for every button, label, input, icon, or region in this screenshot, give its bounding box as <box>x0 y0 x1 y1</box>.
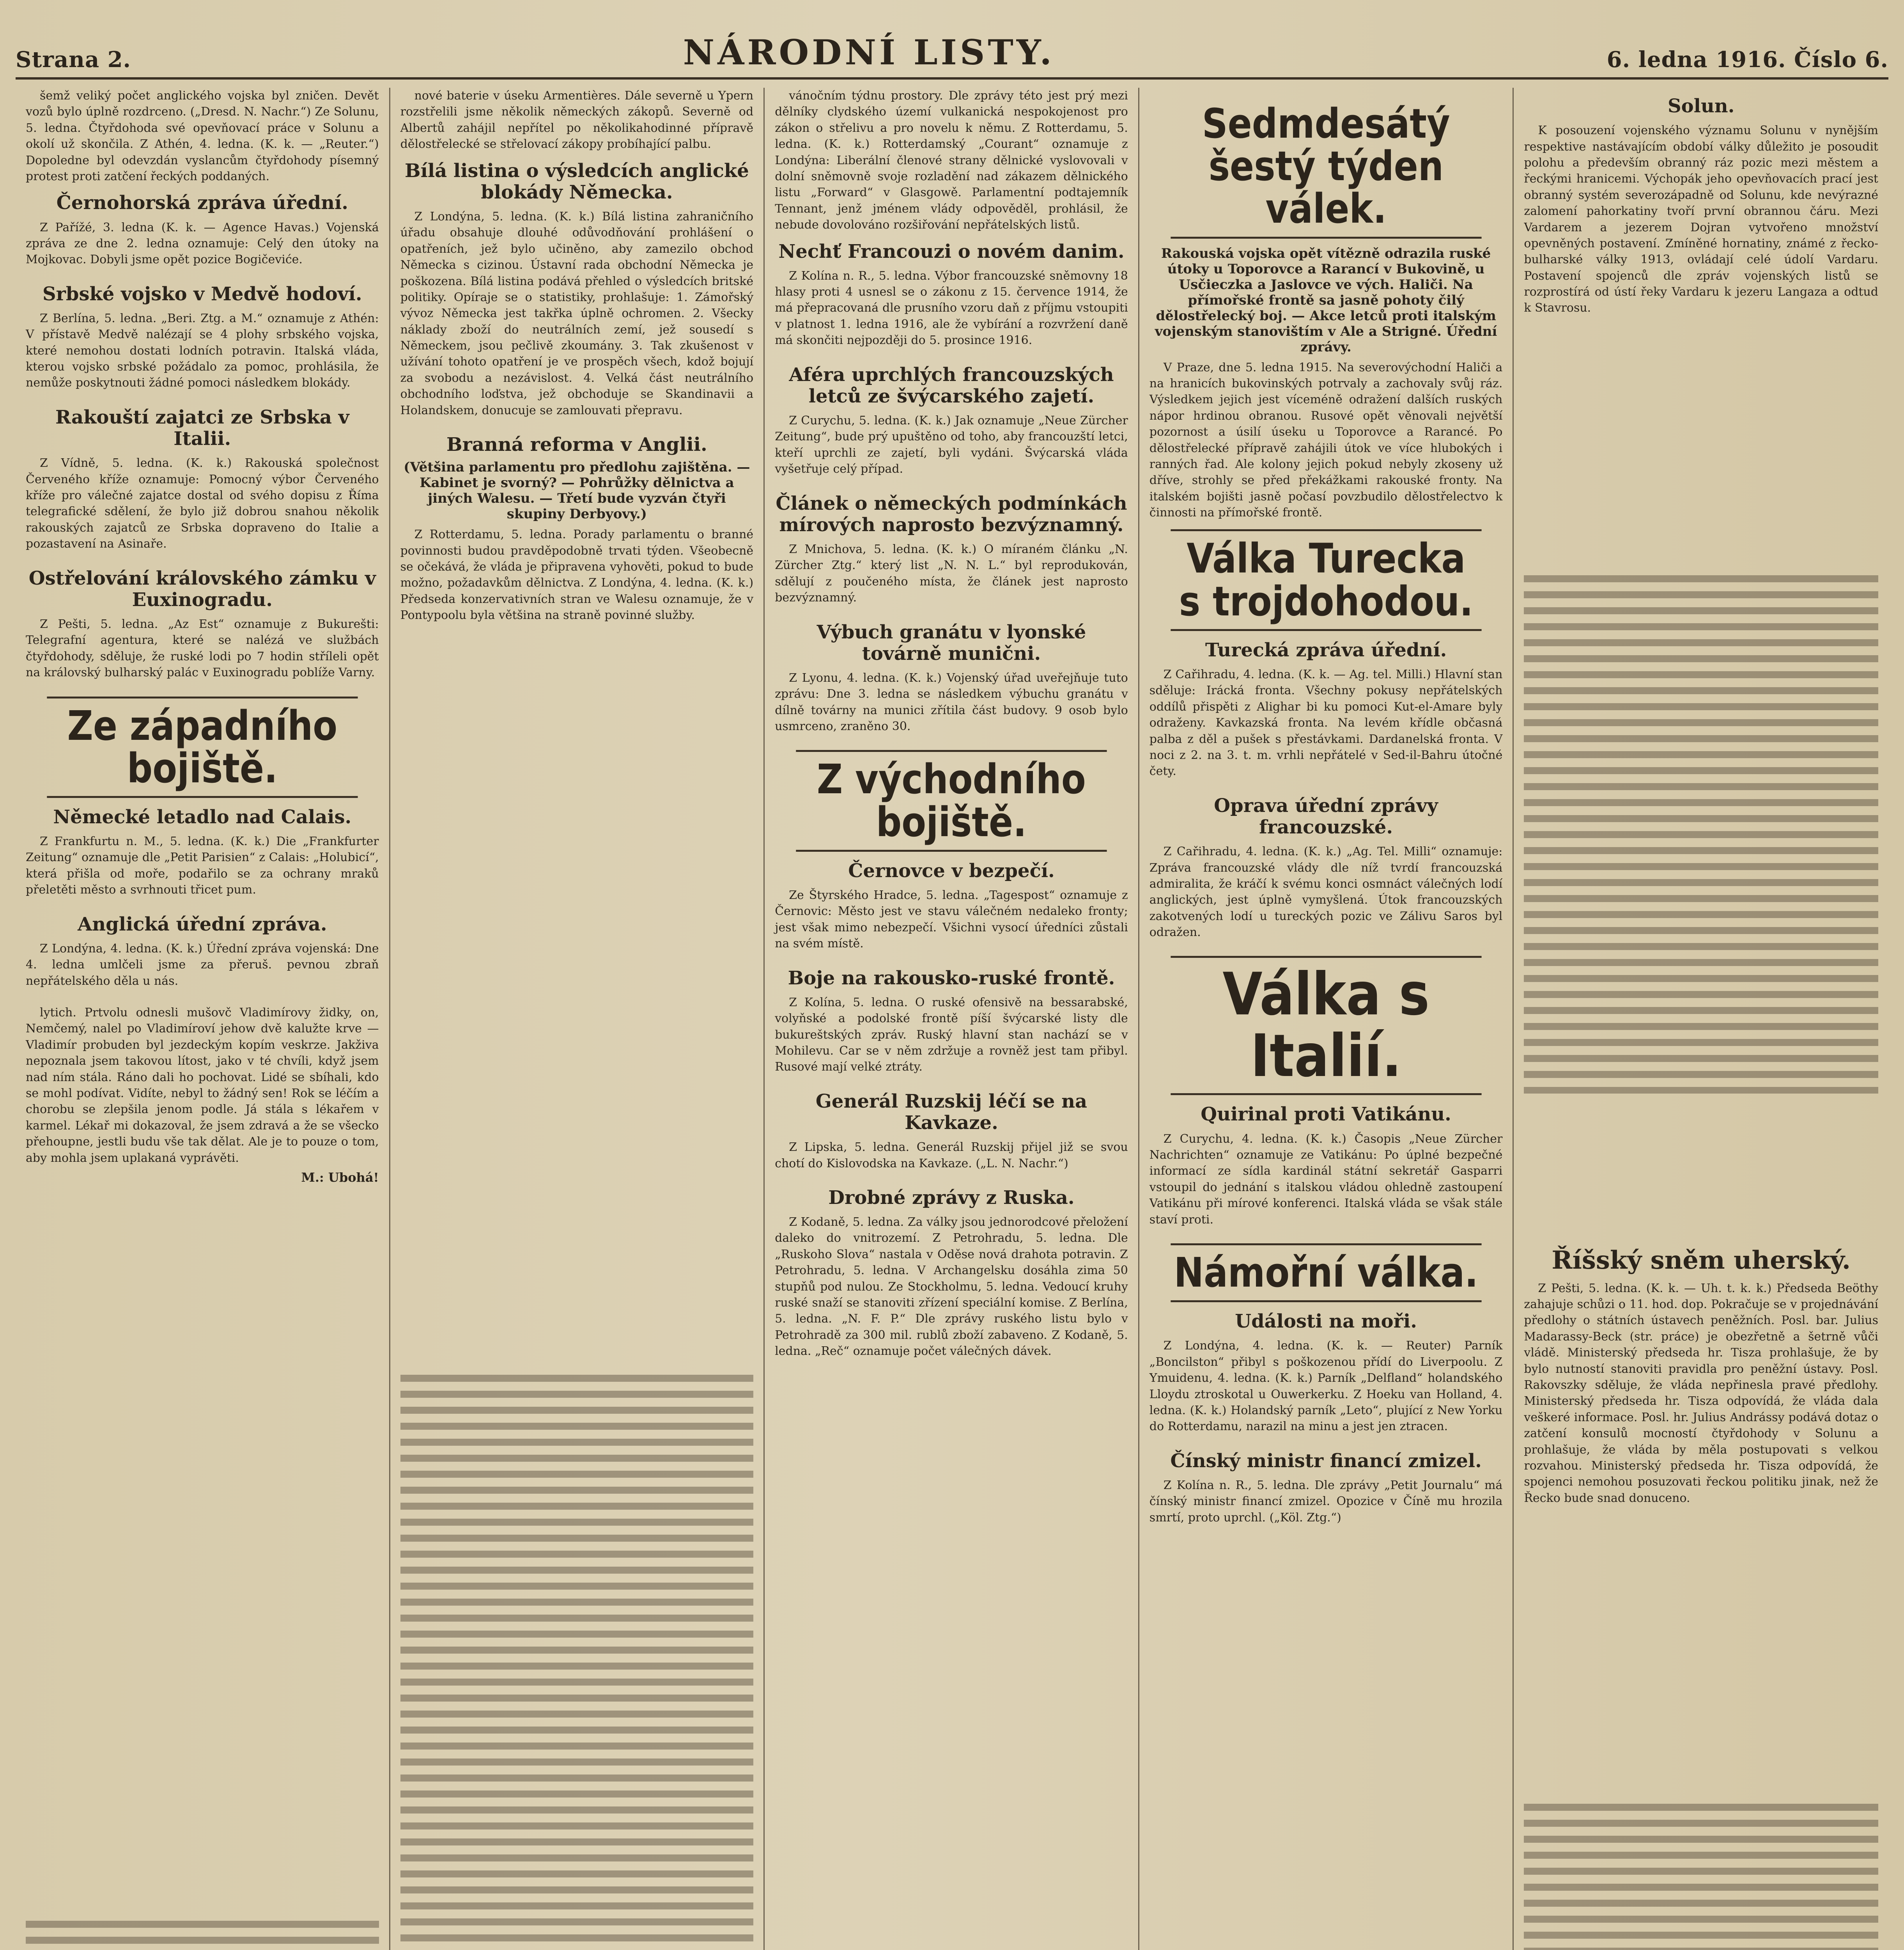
article-title: Drobné zprávy z Ruska. <box>828 1186 1075 1209</box>
column-5 <box>1514 88 1888 1950</box>
article-text: Z Cařihradu, 4. ledna. (K. k.) „Ag. Tel. Milli“ oznamuje: Zpráva francouzské vlády dle níž tvrdí francouzská admiralita, že kráčí k svému konci osmnáct válečných lodí anglických, jest úplně vymyšlená. Útok francouzských zakotvených lodí u tureckých pozic ve Zálivu Saros byl odražen. <box>1149 845 1503 940</box>
article-title: Německé letadlo nad Calais. <box>53 806 352 828</box>
article-text: Z Kodaně, 5. ledna. Za války jsou jednorodcové přeložení daleko do vnitrozemí. Z Petrohradu, 5. ledna. Dle „Ruskoho Slova“ nastala v Oděse nová drahota potravin. Z Petrohradu, 5. ledna. V Archangelsku dosáhla zima 50 stupňů pod nulou. Ze Stockholmu, 5. ledna. Vedoucí kruhy ruské snaží se stanoviti zřízení speciální komise. Z Berlína, 5. ledna. „N. F. P.“ Dle zprávy ruského listu bylo v Petrohradě za 300 mil. rublů zboží zabaveno. Z Kodaně, 5. ledna. „Reč“ oznamuje počet válečných dávek. <box>775 1215 1128 1358</box>
article-title: Říšský sněm uherský. <box>1552 1246 1851 1275</box>
article <box>1149 1311 1503 1435</box>
article-text: Z Pešti, 5. ledna. „Az Est“ oznamuje z Bukurešti: Telegrafní agentura, které se nalézá ve službách čtyřdohody, sděluje, že ruské lodi po 7 hodin stříleli opět na královský bulharský palác v Euxinogradu poblíže Varny. <box>26 617 379 680</box>
article <box>775 1091 1128 1172</box>
article-text: Z Curychu, 5. ledna. (K. k.) Jak oznamuje „Neue Zürcher Zeitung“, bude prý upuštěno od toho, aby francouzští letci, kteří uprchli ze zajetí, byli vydáni. Švýcarská vláda vyšetřuje celý případ. <box>775 414 1128 476</box>
article-subtitle: (Většina parlamentu pro předlohu zajištěna. — Kabinet je svorný? — Pohrůžky dělnictva a jiných Walesu. — Třetí bude vyzván čtyři skupiny Derbyovy.) <box>404 459 750 522</box>
section-banner: Z východního bojiště. <box>796 750 1107 851</box>
section-banner: Válka s Italií. <box>1171 956 1481 1095</box>
article-text: Z Frankfurtu n. M., 5. ledna. (K. k.) Die „Frankfurter Zeitung“ oznamuje dle „Petit Parisien“ z Calais: „Holubicí“, která přišla od moře, podařilo se za ochrany mraků přeletěti město a svrhnouti třicet pum. <box>26 835 379 897</box>
article-text: Z Mnichova, 5. ledna. (K. k.) O míraném článku „N. Zürcher Ztg.“ který list „N. N. L.“ byl reprodukován, sdělují z poučeného místa, že článek jest naprosto bezvýznamný. <box>775 542 1128 605</box>
article-text: Z Pařížé, 3. ledna (K. k. — Agence Havas.) Vojenská zpráva ze dne 2. ledna oznamuje: Celý den útoky na Mojkovac. Dobyli jsme opět pozice Bogičeviće. <box>26 220 379 267</box>
article <box>775 493 1128 606</box>
section-banner: Ze západního bojiště. <box>47 697 358 798</box>
article <box>1524 96 1878 316</box>
article-title: Rakouští zajatci ze Srbska v Italii. <box>55 406 349 450</box>
article <box>775 968 1128 1075</box>
text-lines <box>1524 575 1878 1094</box>
article-text: V Praze, dne 5. ledna 1915. Na severovýchodní Haliči a na hranicích bukovinských potrvaly a zachovaly svůj ráz. Výsledkem jejich jest víceméně odražení dalších ruských nápor hrdinou obranou. Rusové opět věnovali největší pozornost a úsilí úseku u Toporovce a Rarancé. Po dělostřelecké přípravě zahájili útok ve více hlubokých i ranných řad. Ale kolony jejich pokud nebyly zkoseny už dříve, strohly se před překážkami rakouské fronty. Na italském bojišti jasně počasí povzbudilo dělostřelectvo k činnosti na přímořské frontě. <box>1149 360 1503 520</box>
article-title: Černohorská zpráva úřední. <box>56 192 348 214</box>
article-title: Oprava úřední zprávy francouzské. <box>1214 794 1438 838</box>
article <box>26 284 379 391</box>
column-4 <box>1139 88 1514 1950</box>
article-text: Z Kolína, 5. ledna. O ruské ofensivě na bessarabské, volyňské a podolské frontě píší švýcarské listy dle bukureštských zpráv. Ruský hlavní stan nachází se v Mohilevu. Car se v něm zdržuje a rovněž jest tam přibyl. Rusové mají velké ztráty. <box>775 995 1128 1074</box>
article <box>775 364 1128 477</box>
article-subtitle: Rakouská vojska opět vítězně odrazila ruské útoky u Toporovce a Rarancí v Bukovině, u Usčieczka a Jaslovce ve vých. Haliči. Na přímořské frontě sa jasně pohoty čilý dělostřelecký boj. — Akce letců proti italským vojenským stanovištím v Ale a Strigné. Úřední zprávy. <box>1155 245 1497 355</box>
text-lines <box>26 1921 379 1950</box>
article-text: Z Lipska, 5. ledna. Generál Ruzskij přijel již se svou chotí do Kislovodska na Kavkaze. („L. N. Nachr.“) <box>775 1140 1128 1170</box>
article-text: Z Berlína, 5. ledna. „Beri. Ztg. a M.“ oznamuje z Athén: V přístavě Medvě nalézají se 4 plohy srbského vojska, které nemohou dostati lodních potravin. Italská vláda, kterou vojsko srbské požádalo za pomoc, prohlásila, že nemůže poskytnouti žádné pomoci následkem blokády. <box>26 311 379 390</box>
article-title: Quirinal proti Vatikánu. <box>1201 1103 1451 1126</box>
article <box>26 807 379 898</box>
section-banner: Sedmdesátý šestý týden válek. <box>1171 96 1481 239</box>
feuilleton-text: lytich. Prtvolu odnesli mušovč Vladimírovy židky, on, Nemčemý, nalel po Vladimíroví jehow dvě kalužte krve — Vladimír probuden byl jezdeckým kopím veskrze. Jakživa nepoznala jsem takovou lítost, jako v té chvíli, když jsem nad ním stála. Ráno dali ho pochovat. Lidé se sbíhali, kdo se mohl podívat. Vidíte, nebyl to žádný sen! Rok se léčím a chorobu se zlepšila jenom podle. Já stála s lékařem v karmel. Lékař mi dokazoval, že jsem zdravá a že se všecko přehoupne, jestli budu vše tak dělat. Ale je to pouze o tom, aby mohla jsem uplakaná vyprávěti. <box>26 1005 379 1165</box>
article-title: Srbské vojsko v Medvě hodoví. <box>42 283 362 305</box>
article <box>775 860 1128 952</box>
article-title: Události na moři. <box>1235 1310 1417 1333</box>
article-text: vánočním týdnu prostory. Dle zprávy této jest prý mezi dělníky clydského území vulkanická nespokojenost pro zákon o střelivu a pro novelu k němu. Z Rotterdamu, 5. ledna. (K. k.) Rotterdamský „Courant“ oznamuje z Londýna: Liberální členové strany dělnické vyslovovali v dolní sněmovně svoje rozladění nad zákazem dělnického listu „Forward“ v Glasgowě. Parlamentní podtajemník Tennant, jenž jménem vlády odpověděl, prohlásil, že nebude dovolováno rozšiřování nepřátelských listů. <box>775 89 1128 232</box>
article <box>400 160 754 418</box>
article <box>775 1187 1128 1360</box>
article <box>1149 1104 1503 1228</box>
article-text: Z Londýna, 4. ledna. (K. k. — Reuter) Parník „Boncilston“ přibyl s poškozenou přídí do Liverpoolu. Z Ymuidenu, 4. ledna. (K. k.) Parník „Delfland“ holandského Lloydu ztroskotal u Ouwerkerku. Z Hoeku van Holland, 4. ledna. (K. k.) Holandský parník „Leto“, plující z New Yorku do Rotterdamu, narazil na minu a jest jen ztracen. <box>1149 1339 1503 1434</box>
columns <box>16 88 1888 1950</box>
article <box>26 407 379 552</box>
text-lines <box>400 1375 754 1950</box>
article <box>775 241 1128 349</box>
article-text: Z Kolína n. R., 5. ledna. Výbor francouzské sněmovny 18 hlasy proti 4 usnesl se o zákonu z 15. července 1914, že má přepracovaná dle prusního vzoru daň z příjmu vstoupiti v platnost 1. ledna 1916, ale že vybírání a rozvržení daně má skončiti nejpozději do 5. prosince 1916. <box>775 269 1128 347</box>
article <box>1149 1450 1503 1526</box>
column-2 <box>390 88 765 1950</box>
article-text: Z Vídně, 5. ledna. (K. k.) Rakouská společnost Červeného kříže oznamuje: Pomocný výbor Červeného kříže pro válečné zajatce dostal od svého dopisu z Říma telegrafické sdělení, že bylo již dobrou snahou několik rakouských zajatců ze Srbska dopraveno do Italie a pozastavení na Asinaře. <box>26 456 379 551</box>
article <box>1149 640 1503 780</box>
article-text: Z Londýna, 5. ledna. (K. k.) Bílá listina zahraničního úřadu obsahuje dlouhé odůvodňování prohlášení o opatřeních, jež bylo učiněno, aby zamezilo obchod Německa s cizinou. Ústavní rada obchodní Německa je poškozena. Bílá listina podává přehled o výsledcích britské politiky. Opíraje se o statistiky, prohlašuje: 1. Zámořský vývoz Německa jest takřka úplně ochromen. 2. Všecky náklady zboží do neutrálních zemí, jež sousedí s Německem, jsou pečlivě zkoumány. 3. Tak zkušenost v užívání tohoto opatření je ve prospěch všech, kdož bojují za svobodu a nezávislost. 4. Velká část neutrálního obchodního loďstva, jež obchoduje se Skandinavii a Holandskem, donucuje se zamlouvati přepravu. <box>400 209 754 417</box>
article <box>775 622 1128 735</box>
issue-date: 6. ledna 1916. Číslo 6. <box>1606 47 1888 73</box>
article-text: nové baterie v úseku Armentières. Dále severně u Ypern rozstřelili jsme několik německých zákopů. Severně od Albertů zahájil nepřítel po několikahodinné přípravě dělostřelecké se střelovací zákopy probíhající palbu. <box>400 89 754 151</box>
page-number: Strana 2. <box>16 47 131 73</box>
article-title: Nechť Francouzi o novém danim. <box>778 240 1125 262</box>
article <box>26 192 379 268</box>
article-text: K posouzení vojenského významu Solunu v nynějším respektive nastávajícím období války důležito je posoudit polohu a především obranný ráz pozic mezi městem a řeckými hranicemi. Výchopák jeho opevňovacích prací jest obranný systém severozápadně od Solunu, kde nevýrazné zalomení pahorkatiny tvoří první obrannou čáru. Mezi Vardarem a jezerem Dojran vytvořeno množství opevněných postavení. Zmíněné hornatiny, známé z řecko-bulharské války 1913, ovládají celé údolí Vardaru. Postavení spojenců dle zpráv vojenských listů se rozprostírá od ústí řeky Vardaru k jezeru Langaza a odtud k Stavrosu. <box>1524 124 1878 315</box>
article-title: Černovce v bezpečí. <box>848 860 1055 882</box>
article <box>1149 795 1503 941</box>
column-1 <box>16 88 390 1950</box>
article-title: Bílá listina o výsledcích anglické blokády Německa. <box>405 160 749 203</box>
article-title: Branná reforma v Anglii. <box>446 434 707 456</box>
article-text: Ze Štyrského Hradce, 5. ledna. „Tagespost“ oznamuje z Černovic: Město jest ve stavu válečném nedaleko fronty; jest však mimo nebezpečí. Všichni vysocí úředníci zůstali na svém místě. <box>775 888 1128 951</box>
feuilleton-signature: M.: Ubohá! <box>301 1170 379 1185</box>
article-title: Aféra uprchlých francouzských letců ze švýcarského zajetí. <box>789 363 1114 407</box>
article <box>1524 1238 1878 1510</box>
page-header <box>16 5 1888 80</box>
article-title: Generál Ruzskij léčí se na Kavkaze. <box>815 1090 1087 1134</box>
article <box>400 434 754 624</box>
article-title: Čínský ministr financí zmizel. <box>1170 1450 1482 1472</box>
article <box>26 568 379 681</box>
article-text: Z Londýna, 4. ledna. (K. k.) Úřední zpráva vojenská: Dne 4. ledna umlčeli jsme za přeruš. pevnou zbraň nepřátelského děla u nás. <box>26 941 379 988</box>
article-title: Boje na rakousko-ruské frontě. <box>788 967 1115 989</box>
article-title: Ostřelování královského zámku v Euxinogradu. <box>28 567 376 611</box>
article-text: Z Curychu, 4. ledna. (K. k.) Časopis „Neue Zürcher Nachrichten“ oznamuje ze Vatikánu: Po úplné bezpečné informací ze sídla kardinál státní sekretář Gasparri vstoupil do jednání s italskou vládou ohledně zastoupení Vatikánu při mírové konferenci. Italská vláda se však stále staví proti. <box>1149 1132 1503 1227</box>
article-title: Anglická úřední zpráva. <box>78 913 327 935</box>
article <box>26 914 379 989</box>
article-title: Článek o německých podmínkách mírových naprosto bezvýznamný. <box>776 492 1127 536</box>
article-text: Z Lyonu, 4. ledna. (K. k.) Vojenský úřad uveřejňuje tuto zprávu: Dne 3. ledna se následkem výbuchu granátu v dílně továrny na munici zřítila část budovy. 9 osob bylo usmrceno, zraněno 30. <box>775 671 1128 734</box>
article-text: šemž veliký počet anglického vojska byl zničen. Devět vozů bylo úplně rozdrceno. („Dresd. N. Nachr.“) Ze Solunu, 5. ledna. Čtyřdohoda své opevňovací práce v Solunu a okolí už skončila. Z Athén, 4. ledna. (K. k. — „Reuter.“) Dopoledne byl odevzdán vyslancům čtyřdohody písemný protest proti zatčení řeckých poddaných. <box>26 89 379 183</box>
article-title: Turecká zpráva úřední. <box>1205 639 1447 661</box>
masthead-title: NÁRODNÍ LISTY. <box>683 32 1055 73</box>
article-text: Z Kolína n. R., 5. ledna. Dle zprávy „Petit Journalu“ má čínský ministr financí zmizel. Opozice v Číně mu hrozila smrtí, proto uprchl. („Köl. Ztg.“) <box>1149 1478 1503 1525</box>
section-banner: Námořní válka. <box>1171 1243 1481 1302</box>
article-text: Z Cařihradu, 4. ledna. (K. k. — Ag. tel. Milli.) Hlavní stan sděluje: Irácká fronta. Všechny pokusy nepřátelských oddílů přispěti z Alighar bi ku pomoci Kut-el-Amare byly odraženy. Kavkazská fronta. Na levém křídle občasná palba z děl a pušek s přestávkami. Dardanelská fronta. V noci z 2. na 3. t. m. vrhli nepřátelé v Sed-il-Bahru útočné čety. <box>1149 668 1503 778</box>
article-title: Výbuch granátu v lyonské továrně munični. <box>817 621 1086 665</box>
article-text: Z Rotterdamu, 5. ledna. Porady parlamentu o branné povinnosti budou pravděpodobně trvati týden. Všeobecně se očekává, že vláda je připravena vyhověti, pokud to bude možno, požadavkům dělnictva. Z Londýna, 4. ledna. (K. k.) Předseda konzervativních stran ve Walesu oznamuje, že v Pontypoolu byla většina na straně povinné služby. <box>400 528 754 622</box>
column-3 <box>765 88 1139 1950</box>
section-banner: Válka Turecka s trojdohodou. <box>1171 529 1481 631</box>
article-text: Z Pešti, 5. ledna. (K. k. — Uh. t. k. k.) Předseda Beöthy zahajuje schůzi o 11. hod. dop. Pokračuje se v projednávání předlohy o státních ústavech peněžních. Posl. bar. Julius Madarassy-Beck (str. práce) je obezřetně a šetrně vůči vládě. Ministerský předseda hr. Tisza prohlašuje, že by bylo nutností stanoviti pravidla pro peněžní ústavy. Posl. Rakovszky sděluje, že vláda nepřinesla pravé předlohy. Ministerský předseda hr. Tisza odpovídá, že vláda dala veškeré informace. Posl. hr. Julius Andrássy podává dotaz o zatčení konsulů mocností čtyřdohody v Solunu a prohlašuje, že vláda by měla postupovati s velkou rozvahou. Ministerský předseda hr. Tisza odpovídá, že spojenci nemohou posuzovati řeckou politiku jinak, než že Řecko bude snad donuceno. <box>1524 1281 1878 1505</box>
text-lines <box>1524 1804 1878 1950</box>
article-title: Solun. <box>1667 95 1735 117</box>
